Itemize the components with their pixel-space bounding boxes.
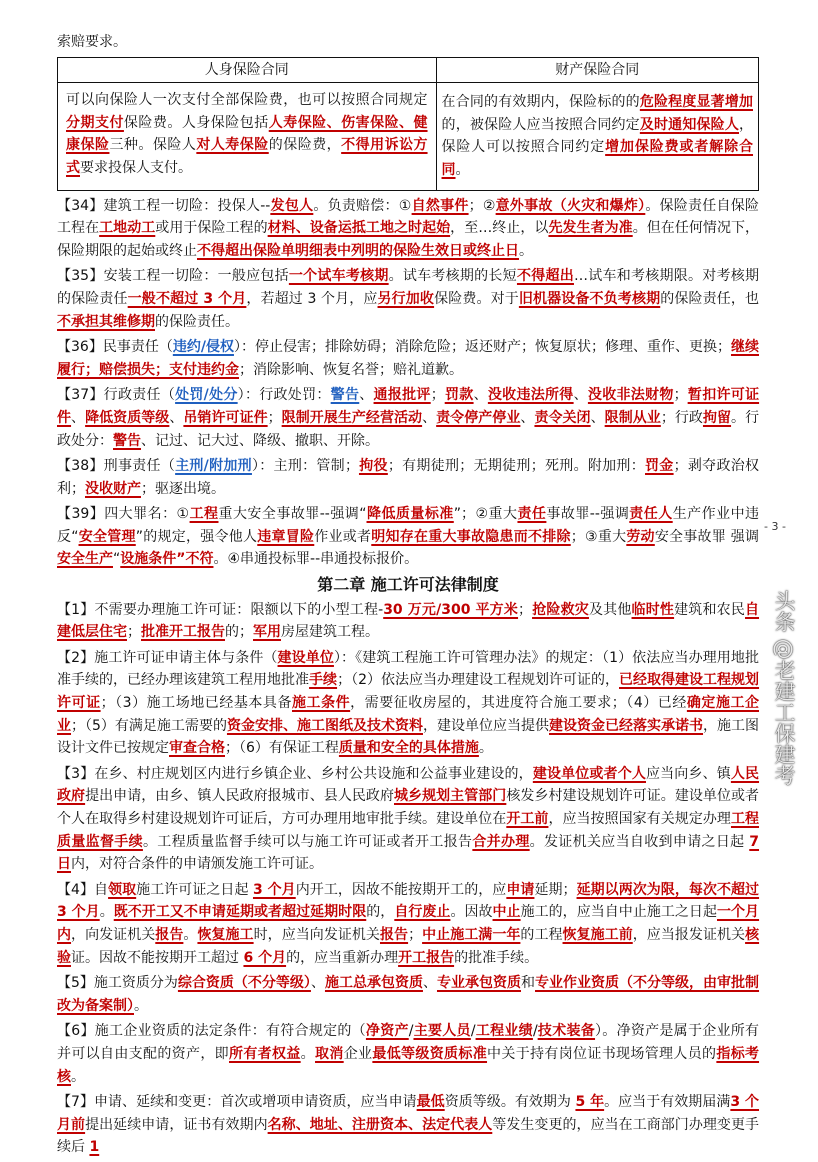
text-segment: ，应当报发证机关: [632, 926, 746, 943]
numbered-paragraph: [57, 1091, 759, 1159]
text-segment: ，需要征收房屋的，其进度符合施工要求；（4）已经: [350, 695, 687, 712]
key-point-highlight: 先发生者为准: [548, 220, 633, 237]
text-segment: 。但在任何情况下，保险期限的起始或终止: [57, 220, 760, 259]
text-segment: 的保险费，: [268, 137, 342, 154]
key-point-highlight: 城乡规划主管部门: [394, 788, 507, 805]
key-point-highlight: 降低资质等级: [85, 409, 170, 426]
text-segment: 【38】刑事责任（: [57, 458, 176, 475]
key-point-highlight: 质量和安全的具体措施: [338, 740, 479, 757]
text-segment: 或用于保险工程的: [155, 220, 268, 237]
key-point-highlight: 继续履行；赔偿损失；支付违约金: [57, 339, 759, 378]
text-segment: 。: [134, 997, 148, 1014]
text-segment: 在合同的有效期内，保险标的的: [441, 94, 640, 111]
text-segment: ”；②重大: [453, 506, 518, 523]
key-point-highlight: 危险程度显著增加: [639, 94, 753, 111]
text-segment: 。: [99, 904, 114, 921]
category-highlight: 违约/侵权: [172, 339, 234, 356]
text-segment: 【4】自: [57, 881, 109, 898]
text-segment: 。试车考核期的长短: [388, 268, 517, 285]
text-segment: 的；: [225, 624, 253, 641]
text-segment: 。④串通投标罪--串通投标报价。: [213, 551, 419, 568]
key-point-highlight: 工地动工: [99, 220, 156, 237]
key-point-highlight: 专业作业资质（不分等级，由审批制改为备案制）: [57, 975, 760, 1014]
numbered-paragraph: [57, 647, 759, 760]
text-segment: 、: [359, 387, 374, 404]
key-point-highlight: 没收违法所得: [487, 387, 574, 404]
key-point-highlight: 吊销许可证件: [183, 409, 268, 426]
text-segment: 三种。保险人: [109, 137, 197, 154]
insurance-comparison-table: [57, 57, 759, 191]
key-point-highlight: 开工报告: [398, 949, 455, 966]
key-point-highlight: 发包人: [270, 197, 314, 214]
text-segment: ；③重大: [570, 528, 627, 545]
key-point-highlight: 责任人: [629, 506, 673, 523]
text-segment: ；: [430, 387, 445, 404]
key-point-highlight: 增加保险费或者解除合同: [441, 139, 754, 178]
key-point-highlight: 拘役: [358, 458, 388, 475]
text-segment: 的，应当重新办理: [286, 949, 399, 966]
text-segment: 要求投保人支付。: [80, 159, 192, 176]
key-point-highlight: 恢复施工前: [562, 926, 633, 943]
document-page: [57, 31, 759, 1162]
key-point-highlight: 责令关闭: [534, 409, 591, 426]
key-point-highlight: 没收财产: [85, 480, 141, 497]
text-segment: ，建设单位应当提供: [422, 717, 549, 734]
text-segment: ）。净资产是属于企业所有并可以自由支配的资产，即: [57, 1023, 760, 1062]
text-segment: 施工许可证之日起: [136, 881, 253, 898]
table-cell-life-insurance: [58, 83, 437, 190]
text-segment: 。行政处分：: [57, 409, 760, 449]
key-point-highlight: 违章冒险: [257, 528, 315, 545]
key-point-highlight: 及时通知保险人: [639, 116, 739, 133]
key-point-highlight: 临时性: [631, 601, 675, 618]
key-point-highlight: 所有者权益: [229, 1045, 301, 1062]
key-point-highlight: 建设单位: [277, 649, 334, 666]
text-segment: ；行政: [660, 409, 703, 426]
key-point-highlight: 净资产: [365, 1023, 409, 1040]
key-point-highlight: 最低: [416, 1094, 445, 1111]
numbered-paragraph: [57, 503, 759, 571]
text-segment: ）：行政处罚：: [237, 387, 331, 404]
key-point-highlight: 通报批评: [373, 387, 431, 404]
key-point-highlight: 军用: [253, 624, 281, 641]
key-point-highlight: 劳动: [626, 528, 655, 545]
text-segment: 。负责赔偿：①: [313, 197, 412, 214]
key-point-highlight: 施工条件: [292, 695, 351, 712]
text-segment: 提出延续申请，证书有效期内: [85, 1116, 268, 1133]
text-segment: 资质等级。有效期为: [444, 1094, 576, 1111]
text-segment: 重大安全事故罪--强调“: [218, 506, 367, 523]
key-point-highlight: 不得用诉讼方式: [66, 137, 428, 176]
text-segment: ；（2）依法应当办理建设工程规划许可证的，: [337, 672, 620, 689]
key-point-highlight: 开工前: [506, 811, 549, 827]
text-segment: 、: [422, 975, 437, 992]
text-segment: 、: [590, 409, 605, 426]
page-number: - 3 -: [764, 520, 786, 533]
text-segment: 的保险责任，也: [660, 290, 760, 307]
key-point-highlight: 3 个月: [252, 881, 296, 898]
text-segment: 的保险责任。: [155, 313, 239, 330]
key-point-highlight: 一个月内: [57, 904, 760, 943]
text-segment: 【34】建筑工程一切险：投保人--: [57, 197, 271, 214]
key-point-highlight: 自建低层住宅: [57, 601, 760, 641]
text-segment: 【3】在乡、村庄规划区内进行乡镇企业、乡村公共设施和公益事业建设的，: [57, 765, 533, 782]
key-point-highlight: 已经取得建设工程规划许可证: [57, 672, 760, 712]
text-segment: 、: [520, 409, 535, 426]
text-segment: 和: [521, 975, 536, 992]
text-segment: 、: [422, 409, 437, 426]
text-segment: 【37】行政责任（: [57, 387, 176, 404]
key-point-highlight: 核验: [57, 926, 760, 966]
text-segment: /: [470, 1023, 476, 1040]
text-segment: 安全事故罪 强调: [654, 528, 760, 545]
text-segment: ）：停止侵害；排除妨碍；消除危险；返还财产；恢复原状；修理、重作、更换；: [233, 339, 731, 356]
text-segment: ；: [127, 624, 141, 641]
text-segment: 的，: [366, 904, 395, 921]
text-segment: 【7】申请、延续和变更：首次或增项申请资质，应当申请: [57, 1094, 417, 1111]
text-segment: “: [113, 551, 121, 568]
key-point-highlight: 1: [89, 1139, 100, 1156]
table-header-life-insurance: 人身保险合同: [58, 57, 437, 83]
text-segment: 。应当于有效期届满: [604, 1094, 731, 1111]
text-segment: 延期；: [534, 881, 577, 898]
text-segment: 、: [473, 387, 488, 404]
key-point-highlight: 合并办理: [472, 833, 530, 850]
key-point-highlight: 材料、设备运抵工地之时起始: [267, 220, 451, 237]
text-segment: 、: [310, 975, 325, 992]
text-segment: ；: [518, 601, 533, 618]
text-segment: 及其他: [588, 601, 632, 618]
key-point-highlight: 人民政府: [57, 765, 760, 805]
key-point-highlight: 专业承包资质: [436, 975, 521, 992]
text-segment: ；有期徒刑；无期徒刑；死刑。附加刑：: [387, 458, 646, 475]
key-point-highlight: 限制开展生产经营活动: [281, 409, 423, 426]
table-cell-property-insurance: [436, 83, 758, 190]
key-point-highlight: 抢险救灾: [532, 601, 589, 618]
table-header-property-insurance: 财产保险合同: [436, 57, 758, 83]
key-point-highlight: 综合资质（不分等级）: [177, 975, 311, 992]
chapter-title: 第二章 施工许可法律制度: [317, 575, 499, 595]
text-segment: ；（5）有满足施工需要的: [71, 717, 227, 734]
numbered-paragraph: [57, 336, 759, 381]
key-point-highlight: 意外事故（火灾和爆炸）: [495, 197, 646, 214]
numbered-paragraph: [57, 763, 759, 876]
key-point-highlight: 工程业绩: [475, 1023, 533, 1040]
text-segment: 【1】不需要办理施工许可证：限额以下的小型工程-: [57, 601, 384, 618]
text-segment: ；（3）施工场地已经基本具备: [100, 695, 292, 712]
text-segment: 、: [169, 409, 184, 426]
text-segment: 生产作业中违反“: [57, 506, 760, 545]
key-point-highlight: 3 个月前: [57, 1094, 760, 1133]
key-point-highlight: 罚金: [645, 458, 674, 475]
text-segment: ；剥夺政治权利；: [57, 458, 760, 497]
key-point-highlight: 旧机器设备不负考核期: [518, 290, 661, 307]
intro-text: 索赔要求。: [57, 34, 127, 50]
text-segment: ；（6）有保证工程: [225, 740, 339, 757]
text-segment: 施工的，应当自中止施工之日起: [520, 904, 717, 921]
text-segment: 。发证机关应当自收到申请之日起: [529, 833, 750, 850]
text-segment: 的批准手续。: [454, 949, 539, 966]
key-point-highlight: 责任: [517, 506, 547, 523]
text-segment: 提出申请，由乡、镇人民政府报城市、县人民政府: [85, 788, 394, 805]
key-point-highlight: 警告: [113, 432, 141, 449]
text-segment: 房屋建筑工程。: [281, 624, 379, 641]
key-point-highlight: 没收非法财物: [587, 387, 674, 404]
text-segment: 【6】施工企业资质的法定条件：有符合规定的（: [57, 1023, 366, 1040]
text-segment: ，向发证机关: [71, 926, 156, 943]
numbered-paragraph: [57, 195, 759, 263]
text-segment: 中关于持有岗位证书现场管理人员的: [487, 1045, 717, 1062]
text-segment: 。因故: [450, 904, 493, 921]
text-segment: 等发生变更的，应当在工商部门办理变更手续后: [57, 1116, 760, 1156]
section-liability-items: [57, 195, 759, 572]
text-segment: 。工程质量监督手续可以与施工许可证或者开工报告: [142, 833, 473, 850]
key-point-highlight: 报告: [379, 926, 409, 943]
text-segment: 建筑和农民: [674, 601, 746, 618]
text-segment: 。保险责任自保险工程在: [57, 197, 760, 237]
text-segment: 。: [519, 242, 533, 259]
key-point-highlight: 不得超出: [516, 268, 574, 285]
text-segment: 。: [71, 1068, 85, 1085]
key-point-highlight: 自行废止: [394, 904, 451, 921]
text-segment: 保险费。人身保险包括: [123, 114, 269, 131]
key-point-highlight: 施工总承包资质: [324, 975, 423, 992]
key-point-highlight: 建设单位或者个人: [532, 765, 646, 782]
text-segment: ）：主刑：管制；: [251, 458, 359, 475]
text-segment: ；: [408, 926, 423, 943]
key-point-highlight: 手续: [309, 672, 338, 689]
key-point-highlight: 限制从业: [604, 409, 661, 426]
key-point-highlight: 不承担其维修期: [57, 313, 155, 330]
key-point-highlight: 领取: [108, 881, 137, 898]
key-point-highlight: 一般不超过 3 个月: [127, 290, 247, 307]
key-point-highlight: 拘留: [702, 409, 732, 426]
key-point-highlight: 最低等级资质标准: [372, 1045, 488, 1062]
key-point-highlight: 工程质量监督手续: [57, 811, 760, 850]
key-point-highlight: 批准开工报告: [141, 624, 225, 641]
text-segment: 可以向保险人一次支付全部保险费，也可以按照合同规定: [66, 92, 428, 109]
key-point-highlight: 申请: [506, 881, 535, 898]
text-segment: 、: [71, 409, 86, 426]
key-point-highlight: 工程: [189, 506, 219, 523]
key-point-highlight: 名称、地址、注册资本、法定代表人: [267, 1116, 493, 1133]
text-segment: ，应当按照国家有关规定办理: [548, 811, 731, 827]
key-point-highlight: 分期支付: [66, 114, 124, 131]
key-point-highlight: 指标考核: [57, 1045, 760, 1085]
text-segment: ”的规定，强令他人: [135, 528, 258, 545]
key-point-highlight: 报告: [155, 926, 184, 943]
text-segment: ，施工图设计文件已按规定: [57, 717, 760, 757]
text-segment: 。: [455, 161, 470, 178]
text-segment: ；: [267, 409, 282, 426]
text-segment: ；驱逐出境。: [141, 480, 225, 497]
numbered-paragraph: [57, 599, 759, 644]
key-point-highlight: 降低质量标准: [366, 506, 454, 523]
text-segment: 证。因故不能按期开工超过: [71, 949, 244, 966]
key-point-highlight: 明知存在重大事故隐患而不排除: [371, 528, 571, 545]
key-point-highlight: 一个试车考核期: [288, 268, 389, 285]
text-segment: ，保险人可以按照合同约定: [441, 116, 753, 156]
text-segment: 作业或者: [314, 528, 372, 545]
key-point-highlight: 资金安排、施工图纸及技术资料: [226, 717, 423, 734]
numbered-paragraph: [57, 879, 759, 969]
key-point-highlight: 设施条件”不符: [120, 551, 214, 568]
text-segment: 【5】施工资质分为: [57, 975, 178, 992]
key-point-highlight: 7 日: [57, 833, 760, 873]
key-point-highlight: 安全管理: [78, 528, 136, 545]
numbered-paragraph: [57, 972, 759, 1017]
text-segment: 的工程: [520, 926, 563, 943]
section-construction-permit-items: [57, 599, 759, 1159]
key-point-highlight: 确定施工企业: [57, 695, 760, 734]
text-segment: …试车和考核期限。对考核期的保险责任: [57, 268, 760, 307]
key-point-highlight: 人寿保险、伤害保险、健康保险: [66, 114, 428, 154]
text-segment: /: [532, 1023, 538, 1040]
key-point-highlight: 技术装备: [537, 1023, 596, 1040]
text-segment: 内开工，因故不能按期开工的，应: [295, 881, 507, 898]
numbered-paragraph: [57, 265, 759, 333]
key-point-highlight: 延期以两次为限，每次不超过 3 个月: [57, 881, 760, 921]
text-segment: ）：《建筑工程施工许可管理办法》的规定：（1）依法应当办理用地批准手续的，已经办理该建筑工程用地批准: [57, 649, 759, 689]
key-point-highlight: 恢复施工: [197, 926, 254, 943]
key-point-highlight: 暂扣许可证件: [57, 387, 760, 426]
text-segment: 、: [573, 387, 588, 404]
text-segment: 。: [478, 740, 493, 757]
category-highlight: 警告: [330, 387, 360, 404]
text-segment: 事故罪--强调: [546, 506, 630, 523]
key-point-highlight: 6 个月: [243, 949, 287, 966]
key-point-highlight: 既不开工又不申请延期或者超过延期时限: [113, 904, 367, 921]
text-segment: 【2】施工许可证申请主体与条件（: [57, 649, 278, 666]
text-segment: ；②: [468, 197, 496, 214]
key-point-highlight: 5 年: [575, 1094, 605, 1111]
key-point-highlight: 建设资金已经落实承诺书: [549, 717, 704, 734]
category-highlight: 主刑/附加刑: [175, 458, 252, 475]
text-segment: ；: [673, 387, 688, 404]
key-point-highlight: 安全生产: [57, 551, 113, 568]
text-segment: 【35】安装工程一切险：一般应包括: [57, 268, 289, 285]
text-segment: 核发乡村建设规划许可证。建设单位或者个人在取得乡村建设规划许可证后，方可办理用地审批手续。建设单位在: [57, 788, 760, 827]
text-segment: ；消除影响、恢复名誉；赔礼道歉。: [239, 361, 463, 378]
text-segment: ，若超过 3 个月，应: [246, 290, 378, 307]
text-segment: ，至…终止，以: [450, 220, 549, 237]
numbered-paragraph: [57, 1020, 759, 1088]
watermark: 头条 @老建工保建考: [772, 590, 796, 786]
numbered-paragraph: [57, 455, 759, 500]
text-segment: 内，对符合条件的申请颁发施工许可证。: [71, 856, 323, 873]
text-segment: 企业: [343, 1045, 373, 1062]
key-point-highlight: 中止施工满一年: [422, 926, 521, 943]
text-segment: 。: [300, 1045, 316, 1062]
key-point-highlight: 责令停产停业: [436, 409, 521, 426]
text-segment: /: [408, 1023, 414, 1040]
key-point-highlight: 另行加收: [377, 290, 435, 307]
numbered-paragraph: [57, 384, 759, 452]
key-point-highlight: 中止: [492, 904, 521, 921]
key-point-highlight: 对人寿保险: [196, 137, 269, 154]
text-segment: 时，应当向发证机关: [253, 926, 380, 943]
key-point-highlight: 取消: [315, 1045, 344, 1062]
text-segment: 保险费。对于: [434, 290, 519, 307]
key-point-highlight: 罚款: [444, 387, 474, 404]
text-segment: 【36】民事责任（: [57, 339, 173, 356]
text-segment: 。: [183, 926, 198, 943]
key-point-highlight: 主要人员: [413, 1023, 471, 1040]
category-highlight: 处罚/处分: [175, 387, 238, 404]
text-segment: 应当向乡、镇: [646, 765, 731, 782]
key-point-highlight: 不得超出保险单明细表中列明的保险生效日或终止日: [197, 242, 519, 259]
key-point-highlight: 审查合格: [169, 740, 225, 757]
text-segment: 、记过、记大过、降级、撤职、开除。: [141, 432, 379, 449]
key-point-highlight: 自然事件: [411, 197, 469, 214]
key-point-highlight: 30 万元/300 平方米: [383, 601, 519, 618]
text-segment: 的，被保险人应当按照合同约定: [441, 116, 640, 133]
text-segment: 【39】四大罪名：①: [57, 506, 190, 523]
